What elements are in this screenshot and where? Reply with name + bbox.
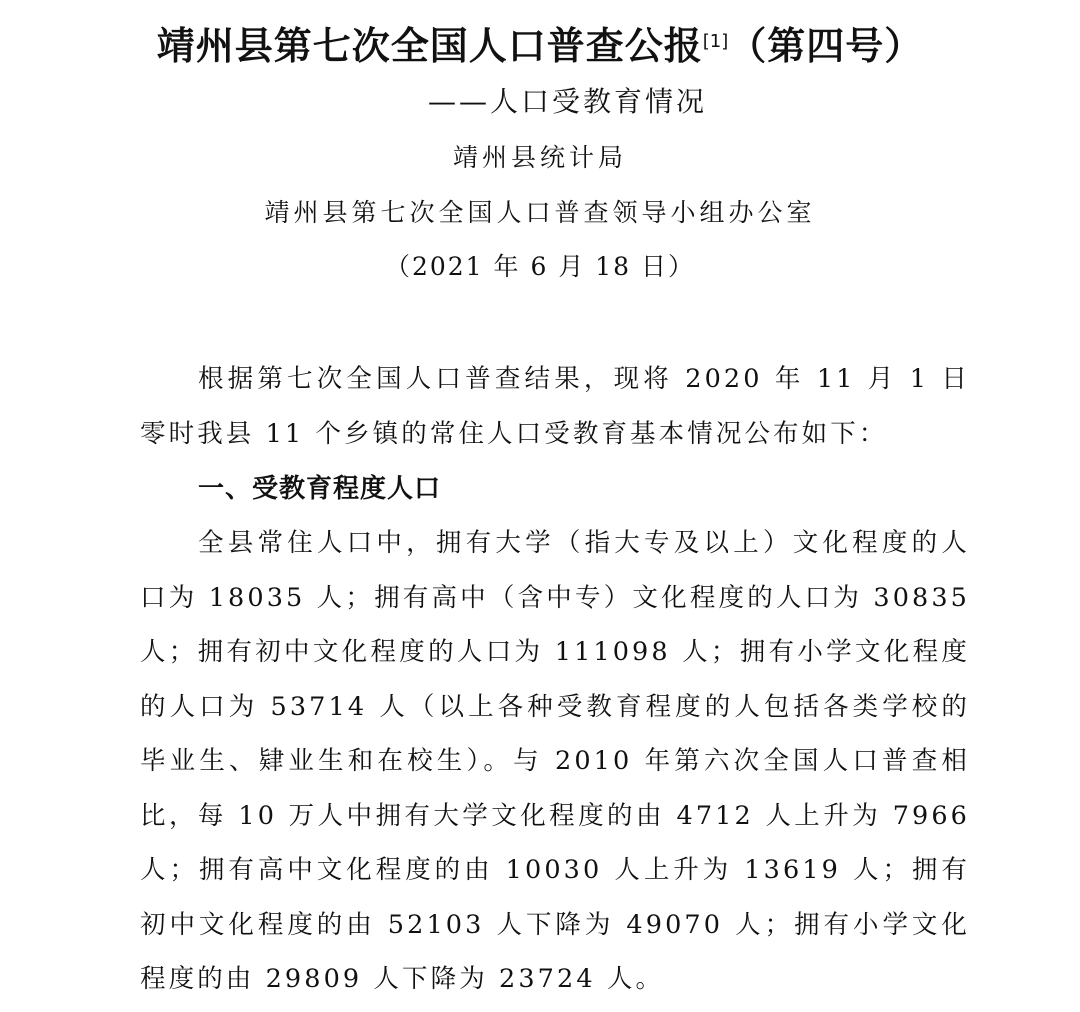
title-text: 靖州县第七次全国人口普查公报 bbox=[156, 24, 703, 68]
title-issue-number: （第四号） bbox=[728, 24, 924, 68]
title-footnote-marker: [1] bbox=[702, 31, 729, 52]
publication-date: （2021 年 6 月 18 日） bbox=[384, 252, 696, 281]
document-subtitle: ——人口受教育情况 bbox=[428, 85, 708, 118]
issuer-statistics-bureau: 靖州县统计局 bbox=[452, 143, 627, 172]
section-heading-education-population: 一、受教育程度人口 bbox=[198, 474, 442, 504]
issuer-census-office: 靖州县第七次全国人口普查领导小组办公室 bbox=[264, 198, 816, 227]
education-population-paragraph: 全县常住人口中，拥有大学（指大专及以上）文化程度的人口为 18035 人；拥有高中（含中专）文化程度的人口为 30835 人；拥有初中文化程度的人口为 111098 人；拥有小学文化程度的人口为 53714 人（以上各种受教育程度的人包括各类学校的毕业生、肄业生和在校生）。与 2010 年第六次全国人口普查相比，每 10 万人中拥有大学文化程度的由 4712 人上升为 7966 人；拥有高中文化程度的由 10030 人上升为 13619 人；拥有初中文化程度的由 52103 人下降为 49070 人；拥有小学文化程度的由 29809 人下降为 23724 人。 bbox=[140, 528, 970, 994]
document-title bbox=[0, 18, 1080, 74]
intro-paragraph: 根据第七次全国人口普查结果，现将 2020 年 11 月 1 日零时我县 11 个乡镇的常住人口受教育基本情况公布如下： bbox=[140, 364, 970, 449]
